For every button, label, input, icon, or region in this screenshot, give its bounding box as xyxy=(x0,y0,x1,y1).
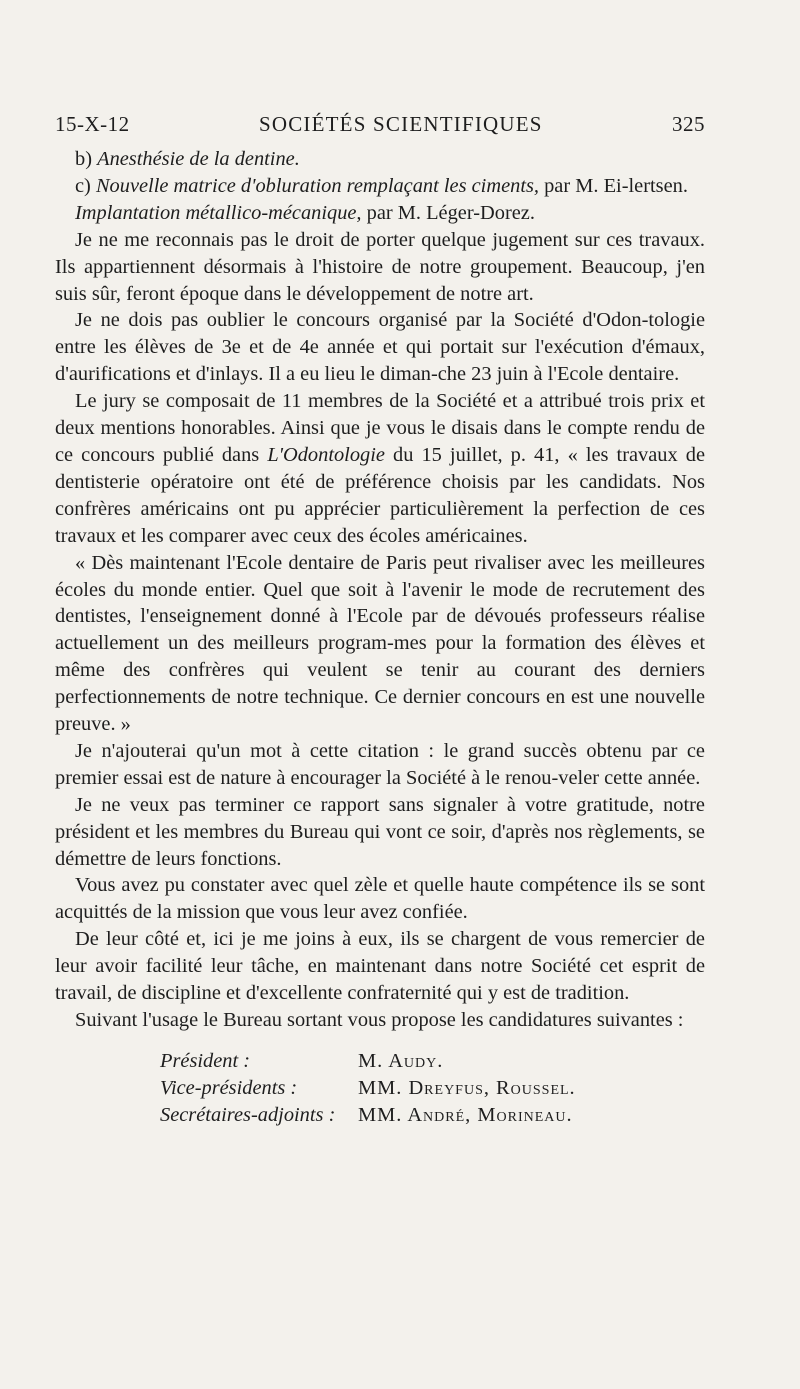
office-names: M. Audy. xyxy=(358,1049,444,1072)
paragraph-3-start: Le jury se composait de 11 membres de la Société et a attribué trois prix et deux mentions honorables. Ainsi que je vous le disais dans le compte rendu de ce concours publié dans xyxy=(55,390,705,466)
section-title: SOCIÉTÉS SCIENTIFIQUES xyxy=(258,112,543,136)
paragraph-8: De leur côté et, ici je me joins à eux, ils se chargent de vous remercier de leur avoir facilité leur tâche, en maintenant dans notre Société cet esprit de travail, de discipline et d'excellente confraternité qui y est de tradition. xyxy=(55,928,705,1005)
paragraph-2: Je ne dois pas oublier le concours organisé par la Société d'Odon-tologie entre les élèves de 3e et de 4e année et qui portait sur l'exécution d'émaux, d'aurifications et d'inlays. Il a eu lieu le diman-che 23 juin à l'Ecole dentaire. xyxy=(55,309,705,386)
item-implantation xyxy=(55,200,705,227)
item-implantation-rest: par M. Léger-Dorez. xyxy=(361,201,535,224)
item-c xyxy=(55,173,705,200)
paragraph-3 xyxy=(55,388,705,549)
item-c-title: Nouvelle matrice d'obluration remplaçant les ciments, xyxy=(95,174,540,197)
document-page xyxy=(55,112,705,1129)
office-role: Secrétaires-adjoints : xyxy=(160,1103,336,1126)
item-b-title: Anesthésie de la dentine. xyxy=(97,148,300,170)
candidate-row xyxy=(160,1102,705,1129)
journal-title: L'Odontologie xyxy=(267,443,385,466)
candidate-row xyxy=(160,1048,705,1075)
page-number: 325 xyxy=(671,112,705,136)
item-c-rest: par M. Ei-lertsen. xyxy=(539,174,688,197)
item-b xyxy=(55,146,705,173)
running-header xyxy=(55,112,705,146)
item-b-label: b) xyxy=(75,148,92,170)
paragraph-1: Je ne me reconnais pas le droit de porter quelque jugement sur ces travaux. Ils appartiennent désormais à l'histoire de notre groupement. Beaucoup, j'en suis sûr, feront époque dans le développement de notre art. xyxy=(55,228,705,305)
issue-date: 15-X-12 xyxy=(55,112,130,136)
office-names: MM. Dreyfus, Roussel. xyxy=(358,1076,576,1099)
item-c-label: c) xyxy=(75,174,91,197)
paragraph-5: Je n'ajouterai qu'un mot à cette citation : le grand succès obtenu par ce premier essai est de nature à encourager la Société à le renou-veler cette année. xyxy=(55,739,705,789)
office-names: MM. André, Morineau. xyxy=(358,1103,573,1126)
item-implantation-title: Implantation métallico-mécanique, xyxy=(75,201,362,224)
office-role: Président : xyxy=(160,1049,251,1072)
paragraph-3-end: du 15 juillet, p. 41, « les travaux de dentisterie opératoire ont été de préférence choisis par les candidats. Nos confrères américains ont pu apprécier particulièrement la perfection de ces travaux et les comparer avec ceux des écoles américaines. xyxy=(55,443,705,547)
body-text xyxy=(55,146,705,1034)
paragraph-6: Je ne veux pas terminer ce rapport sans signaler à votre gratitude, notre président et les membres du Bureau qui vont ce soir, d'après nos règlements, se démettre de leurs fonctions. xyxy=(55,793,705,870)
office-role: Vice-présidents : xyxy=(160,1076,298,1099)
paragraph-4: « Dès maintenant l'Ecole dentaire de Paris peut rivaliser avec les meilleures écoles du monde entier. Quel que soit à l'avenir le mode de recrutement des dentistes, l'enseignement donné à l'Ecole par de dévoués professeurs réalise actuellement un des meilleurs program-mes pour la formation des élèves et même des confrères qui veulent se tenir au courant des derniers perfectionnements de notre technique. Ce dernier concours en est une nouvelle preuve. » xyxy=(55,551,705,736)
candidate-row xyxy=(160,1075,705,1102)
paragraph-7: Vous avez pu constater avec quel zèle et quelle haute compétence ils se sont acquittés de la mission que vous leur avez confiée. xyxy=(55,874,705,924)
paragraph-9: Suivant l'usage le Bureau sortant vous propose les candidatures suivantes : xyxy=(75,1009,684,1031)
candidate-list xyxy=(160,1048,705,1129)
